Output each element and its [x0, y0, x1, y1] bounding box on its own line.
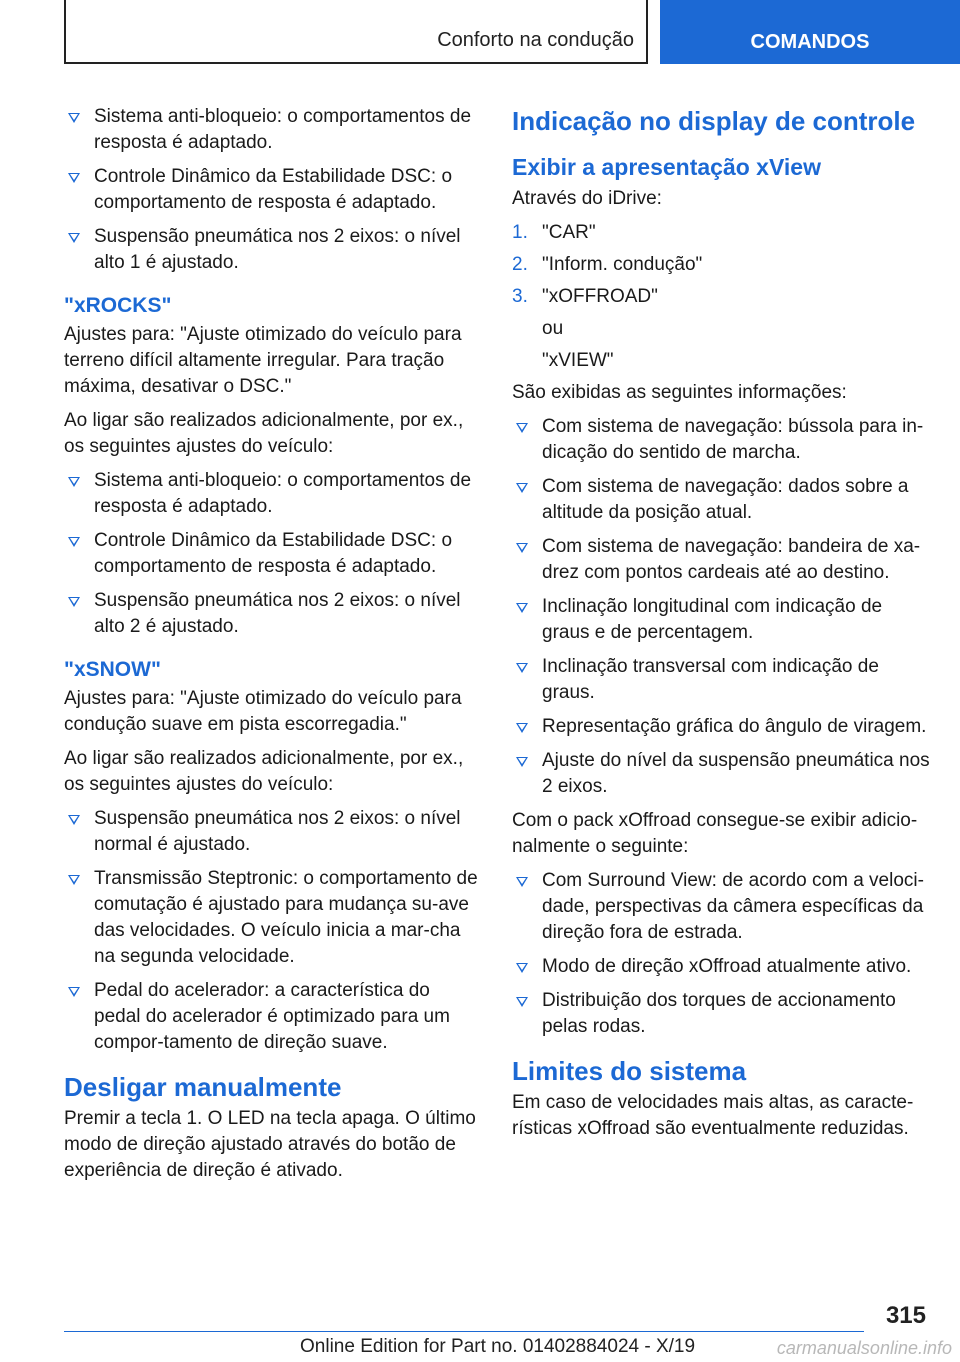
header-chapter-tab: COMANDOS [660, 0, 960, 64]
xrocks-description: Ajustes para: "Ajuste otimizado do veículo para terreno difícil altamente irregular. Para tração máxima, desativar o DSC." [64, 324, 462, 397]
step-number: 2. [512, 254, 528, 275]
manual-off-text: Premir a tecla 1. O LED na tecla apaga. O último modo de direção ajustado através do botão de experiência de direção é ativado. [64, 1108, 476, 1181]
triangle-bullet-icon [516, 963, 528, 973]
list-item: Inclinação longitudinal com indicação de graus e de percentagem. [512, 594, 930, 646]
list-item: Transmissão Steptronic: o comportamento de comutação é ajustado para mudança su-ave das velocidades. O veículo inicia a mar-cha na segunda velocidade. [64, 866, 478, 970]
triangle-bullet-icon [516, 603, 528, 613]
xrocks-intro: Ao ligar são realizados adicionalmente, por ex., os seguintes ajustes do veículo: [64, 410, 464, 457]
numbered-steps [512, 220, 930, 310]
step-alternative: "xVIEW" [542, 350, 614, 371]
triangle-bullet-icon [68, 987, 80, 997]
limits-heading: Limites do sistema [512, 1056, 747, 1086]
triangle-bullet-icon [68, 597, 80, 607]
step-item: 1. "CAR" [512, 220, 930, 246]
triangle-bullet-icon [68, 113, 80, 123]
triangle-bullet-icon [68, 875, 80, 885]
list-item: Pedal do acelerador: a característica do pedal do acelerador é optimizado para um compor-tamento de direção suave. [64, 978, 478, 1056]
triangle-bullet-icon [516, 997, 528, 1007]
page-number: 315 [885, 1302, 926, 1329]
watermark: carmanualsonline.info [776, 1338, 952, 1358]
header-box [64, 0, 648, 64]
footer-edition: Online Edition for Part no. 01402884024 - X/19 [300, 1336, 696, 1357]
list-item: Modo de direção xOffroad atualmente ativo. [512, 954, 930, 980]
pack-intro: Com o pack xOffroad consegue-se exibir adicio-nalmente o seguinte: [512, 810, 918, 857]
info-intro: São exibidas as seguintes informações: [512, 382, 847, 403]
list-item: Distribuição dos torques de accionamento pelas rodas. [512, 988, 930, 1040]
xrocks-heading: "xROCKS" [64, 294, 172, 317]
triangle-bullet-icon [516, 543, 528, 553]
xview-heading: Exibir a apresentação xView [512, 154, 821, 180]
triangle-bullet-icon [68, 815, 80, 825]
list-item: Controle Dinâmico da Estabilidade DSC: o comportamento de resposta é adaptado. [64, 528, 478, 580]
bullet-list [512, 868, 930, 1040]
xsnow-heading: "xSNOW" [64, 658, 161, 681]
triangle-bullet-icon [516, 423, 528, 433]
right-column [512, 104, 930, 1150]
step-number: 3. [512, 286, 528, 307]
bullet-list [512, 414, 930, 800]
list-item: Suspensão pneumática nos 2 eixos: o nível alto 1 é ajustado. [64, 224, 478, 276]
triangle-bullet-icon [516, 757, 528, 767]
list-item: Representação gráfica do ângulo de viragem. [512, 714, 930, 740]
list-item: Sistema anti-bloqueio: o comportamentos de resposta é adaptado. [64, 468, 478, 520]
triangle-bullet-icon [68, 477, 80, 487]
triangle-bullet-icon [68, 233, 80, 243]
display-heading: Indicação no display de controle [512, 106, 916, 136]
triangle-bullet-icon [516, 483, 528, 493]
list-item: Com Surround View: de acordo com a veloci-dade, perspectivas da câmera específicas da direção fora de estrada. [512, 868, 930, 946]
list-item: Ajuste do nível da suspensão pneumática nos 2 eixos. [512, 748, 930, 800]
left-column [64, 104, 478, 1192]
list-item: Com sistema de navegação: bandeira de xa-drez com pontos cardeais até ao destino. [512, 534, 930, 586]
list-item: Com sistema de navegação: dados sobre a altitude da posição atual. [512, 474, 930, 526]
list-item: Com sistema de navegação: bússola para in-dicação do sentido de marcha. [512, 414, 930, 466]
step-item: 3. "xOFFROAD" [512, 284, 930, 310]
list-item: Inclinação transversal com indicação de graus. [512, 654, 930, 706]
triangle-bullet-icon [516, 877, 528, 887]
xsnow-description: Ajustes para: "Ajuste otimizado do veículo para condução suave em pista escorregadia." [64, 688, 462, 735]
list-item: Controle Dinâmico da Estabilidade DSC: o comportamento de resposta é adaptado. [64, 164, 478, 216]
list-item: Sistema anti-bloqueio: o comportamentos de resposta é adaptado. [64, 104, 478, 156]
triangle-bullet-icon [68, 537, 80, 547]
list-item: Suspensão pneumática nos 2 eixos: o nível alto 2 é ajustado. [64, 588, 478, 640]
bullet-list [64, 104, 478, 276]
step-alternative-or: ou [542, 318, 564, 339]
triangle-bullet-icon [68, 173, 80, 183]
xsnow-intro: Ao ligar são realizados adicionalmente, por ex., os seguintes ajustes do veículo: [64, 748, 464, 795]
limits-text: Em caso de velocidades mais altas, as caracte-rísticas xOffroad são eventualmente reduzidas. [512, 1092, 914, 1139]
triangle-bullet-icon [516, 723, 528, 733]
header-section-title: Conforto na condução [437, 29, 634, 51]
bullet-list [64, 806, 478, 1056]
footer-divider [64, 1331, 864, 1332]
step-item: 2. "Inform. condução" [512, 252, 930, 278]
step-number: 1. [512, 222, 528, 243]
xview-intro: Através do iDrive: [512, 188, 662, 209]
list-item: Suspensão pneumática nos 2 eixos: o nível normal é ajustado. [64, 806, 478, 858]
triangle-bullet-icon [516, 663, 528, 673]
manual-off-heading: Desligar manualmente [64, 1072, 342, 1102]
bullet-list [64, 468, 478, 640]
